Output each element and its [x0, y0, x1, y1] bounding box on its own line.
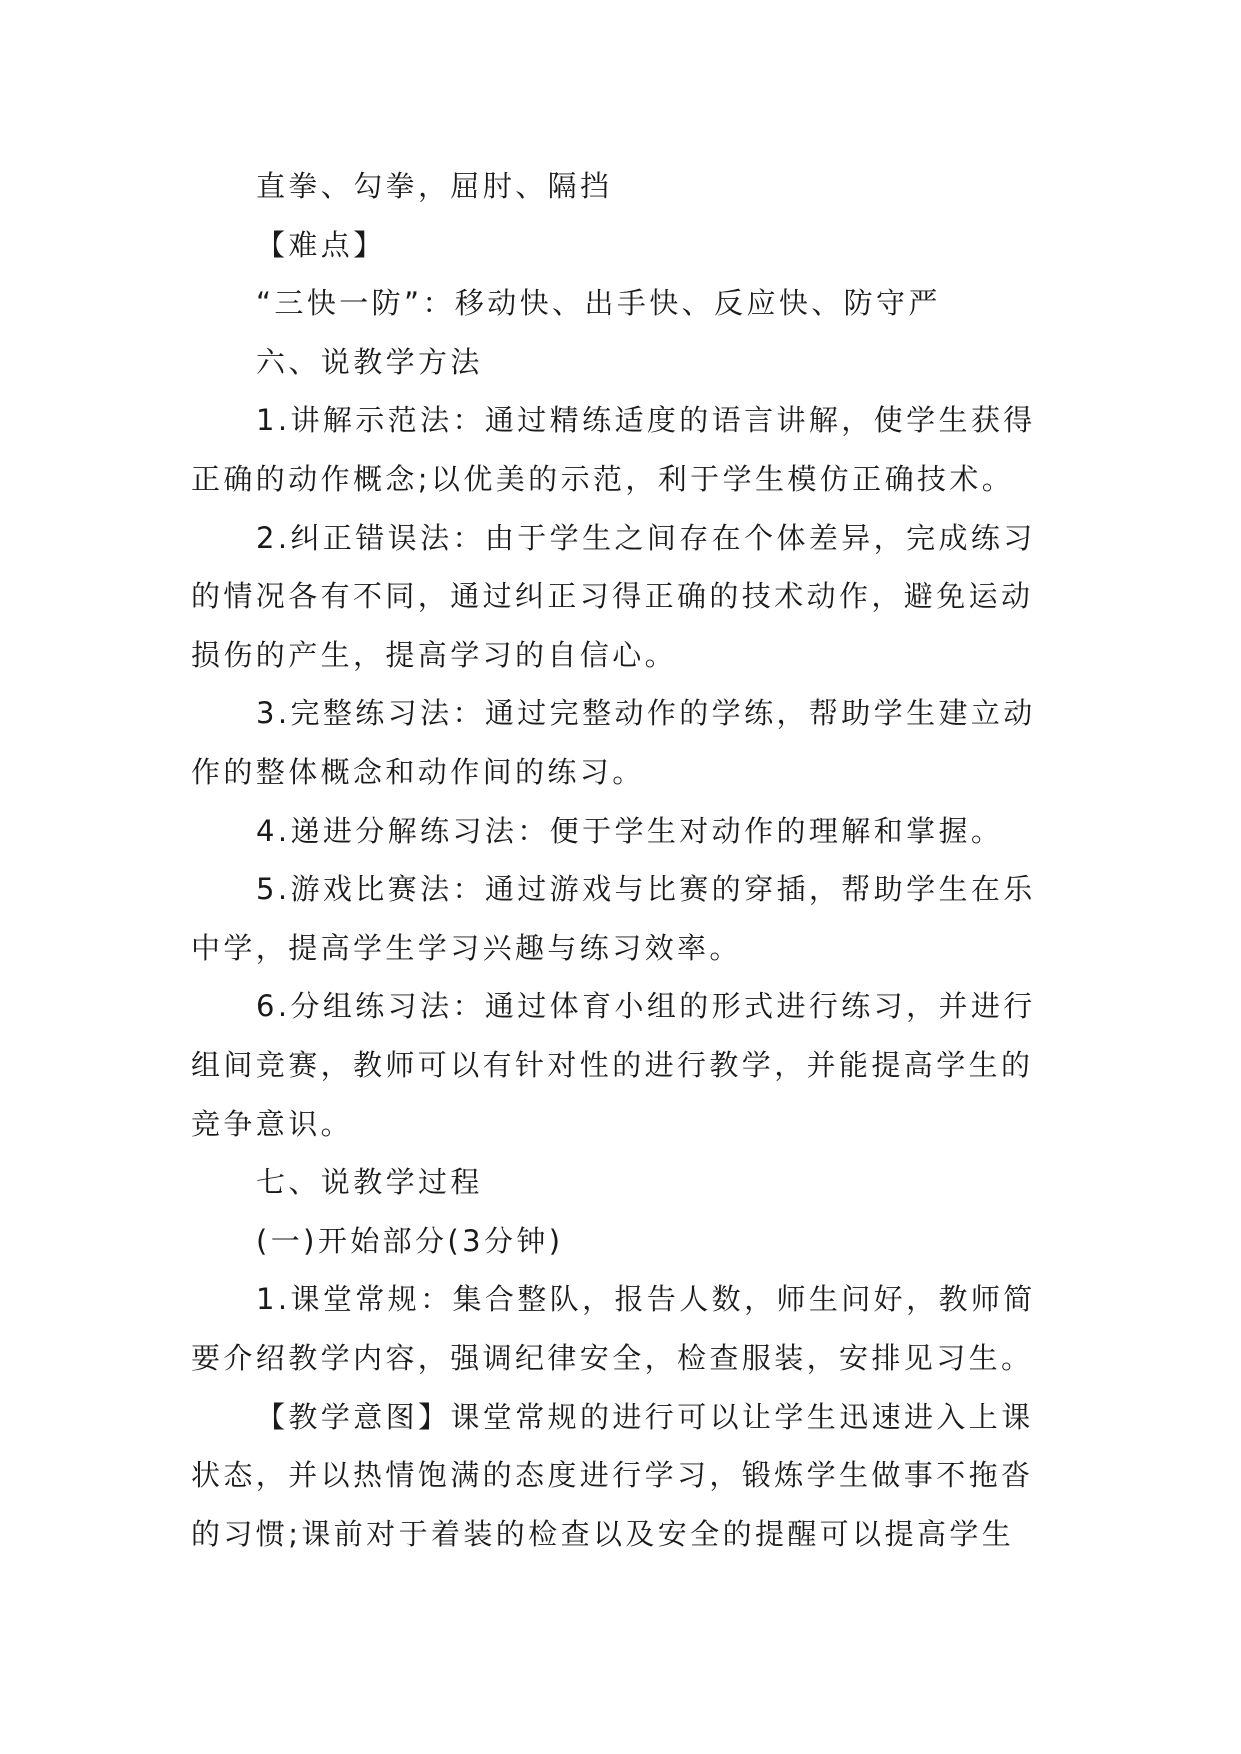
section-heading: 六、说教学方法	[256, 345, 483, 379]
text-line: 4.递进分解练习法：便于学生对动作的理解和掌握。	[256, 814, 1004, 848]
text-line: 组间竞赛，教师可以有针对性的进行教学，并能提高学生的	[191, 1048, 1034, 1082]
text-line: 【难点】	[256, 228, 386, 262]
text-line: 1.课堂常规：集合整队，报告人数，师生问好，教师简	[256, 1282, 1036, 1316]
text-line: 的习惯;课前对于着装的检查以及安全的提醒可以提高学生	[191, 1517, 1015, 1551]
text-line: 的情况各有不同，通过纠正习得正确的技术动作，避免运动	[191, 579, 1034, 613]
text-line: 状态，并以热情饱满的态度进行学习，锻炼学生做事不拖沓	[191, 1458, 1034, 1492]
text-line: 中学，提高学生学习兴趣与练习效率。	[191, 931, 742, 965]
text-line: 6.分组练习法：通过体育小组的形式进行练习，并进行	[256, 989, 1036, 1023]
text-line: 【教学意图】课堂常规的进行可以让学生迅速进入上课	[256, 1400, 1034, 1434]
text-line: 直拳、勾拳，屈肘、隔挡	[256, 169, 613, 203]
section-heading: 七、说教学过程	[256, 1165, 483, 1199]
text-line: 2.纠正错误法：由于学生之间存在个体差异，完成练习	[256, 521, 1036, 555]
text-line: 3.完整练习法：通过完整动作的学练，帮助学生建立动	[256, 696, 1036, 730]
text-line: 正确的动作概念;以优美的示范，利于学生模仿正确技术。	[191, 462, 1015, 496]
subsection-heading: (一)开始部分(3分钟)	[256, 1224, 564, 1258]
text-line: 竞争意识。	[191, 1107, 354, 1141]
text-line: 1.讲解示范法：通过精练适度的语言讲解，使学生获得	[256, 403, 1036, 437]
text-line: 要介绍教学内容，强调纪律安全，检查服装，安排见习生。	[191, 1341, 1034, 1375]
text-line: 5.游戏比赛法：通过游戏与比赛的穿插，帮助学生在乐	[256, 872, 1036, 906]
text-line: “三快一防”：移动快、出手快、反应快、防守严	[256, 286, 941, 320]
text-line: 作的整体概念和动作间的练习。	[191, 755, 645, 789]
text-line: 损伤的产生，提高学习的自信心。	[191, 638, 678, 672]
